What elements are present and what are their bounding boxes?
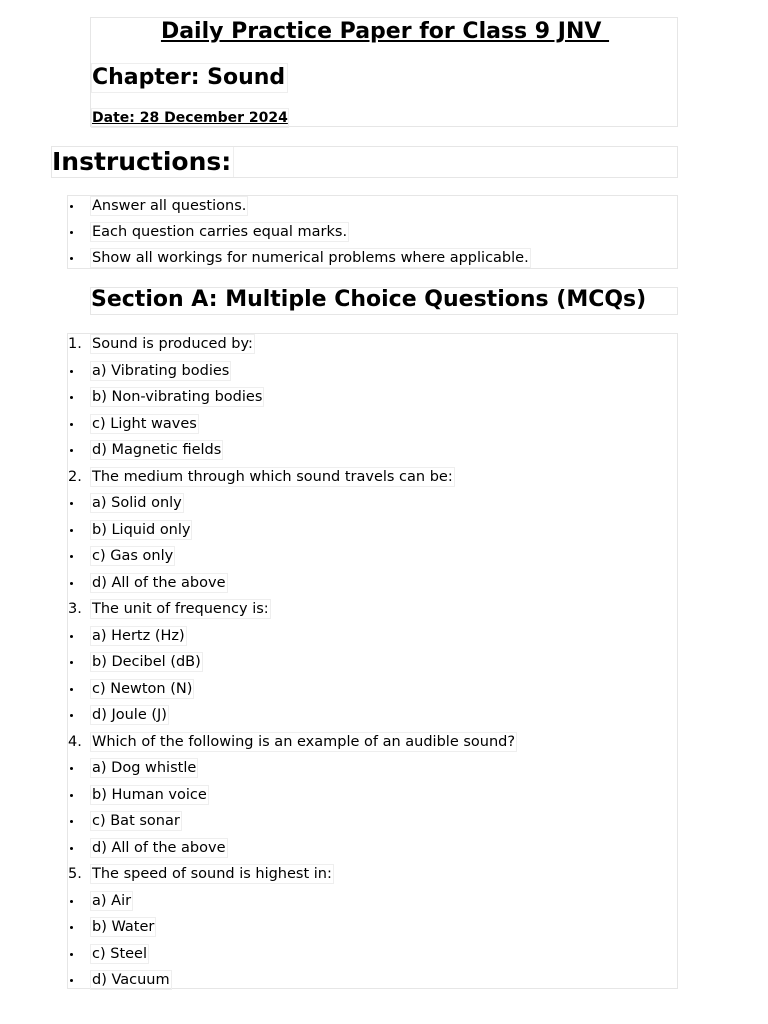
bullet-icon [70, 794, 73, 797]
header-block [90, 17, 678, 127]
bullet-icon [70, 767, 73, 770]
option-text: c) Bat sonar [92, 813, 180, 829]
instruction-text: Each question carries equal marks. [92, 224, 348, 240]
option-text: b) Water [92, 919, 155, 935]
option-text: b) Non-vibrating bodies [92, 389, 263, 405]
option-text: a) Vibrating bodies [92, 362, 230, 379]
date-line: Date: 28 December 2024 [92, 110, 288, 126]
mcq-list [67, 333, 678, 989]
section-a-heading: Section A: Multiple Choice Questions (MCQs) [91, 287, 647, 312]
question-text: Which of the following is an example of an audible sound? [92, 733, 516, 750]
instruction-text: Show all workings for numerical problems where applicable. [92, 250, 529, 266]
option-text: a) Solid only [92, 495, 182, 511]
question-number: 1. [68, 336, 82, 352]
chapter-heading: Chapter: Sound [91, 63, 288, 93]
bullet-icon [70, 847, 73, 850]
option-text: d) Magnetic fields [92, 442, 222, 458]
bullet-icon [70, 205, 73, 208]
section-a-heading-block [90, 287, 678, 315]
bullet-icon [70, 820, 73, 823]
bullet-icon [70, 555, 73, 558]
bullet-icon [70, 582, 73, 585]
question-number: 3. [68, 601, 82, 617]
option-text: d) Joule (J) [92, 707, 167, 723]
bullet-icon [70, 688, 73, 691]
instructions-heading: Instructions: [52, 147, 234, 177]
question-number: 2. [68, 468, 82, 485]
bullet-icon [70, 449, 73, 452]
option-text: c) Steel [92, 945, 147, 962]
bullet-icon [70, 953, 73, 956]
bullet-icon [70, 396, 73, 399]
option-text: d) All of the above [92, 574, 226, 591]
option-text: c) Newton (N) [92, 680, 193, 697]
bullet-icon [70, 900, 73, 903]
option-text: a) Dog whistle [92, 760, 197, 776]
instructions-list [67, 195, 678, 269]
bullet-icon [70, 661, 73, 664]
instruction-text: Answer all questions. [92, 198, 247, 214]
option-text: d) Vacuum [92, 972, 170, 988]
option-text: b) Liquid only [92, 521, 191, 538]
question-text: The medium through which sound travels can be: [92, 468, 453, 485]
bullet-icon [70, 423, 73, 426]
bullet-icon [70, 979, 73, 982]
option-text: b) Decibel (dB) [92, 654, 201, 670]
question-number: 5. [68, 866, 82, 882]
option-text: c) Gas only [92, 548, 174, 564]
bullet-icon [70, 926, 73, 929]
instructions-heading-block [51, 146, 678, 178]
option-text: d) All of the above [92, 839, 226, 856]
bullet-icon [70, 502, 73, 505]
question-text: Sound is produced by: [92, 336, 253, 352]
bullet-icon [70, 257, 73, 260]
page-title: Daily Practice Paper for Class 9 JNV [160, 19, 610, 44]
question-text: The unit of frequency is: [92, 601, 269, 617]
bullet-icon [70, 529, 73, 532]
question-text: The speed of sound is highest in: [92, 866, 332, 882]
bullet-icon [70, 370, 73, 373]
option-text: a) Hertz (Hz) [92, 627, 185, 644]
bullet-icon [70, 635, 73, 638]
option-text: a) Air [92, 892, 132, 909]
option-text: c) Light waves [92, 415, 197, 432]
option-text: b) Human voice [92, 786, 207, 803]
bullet-icon [70, 231, 73, 234]
question-number: 4. [68, 733, 82, 750]
bullet-icon [70, 714, 73, 717]
